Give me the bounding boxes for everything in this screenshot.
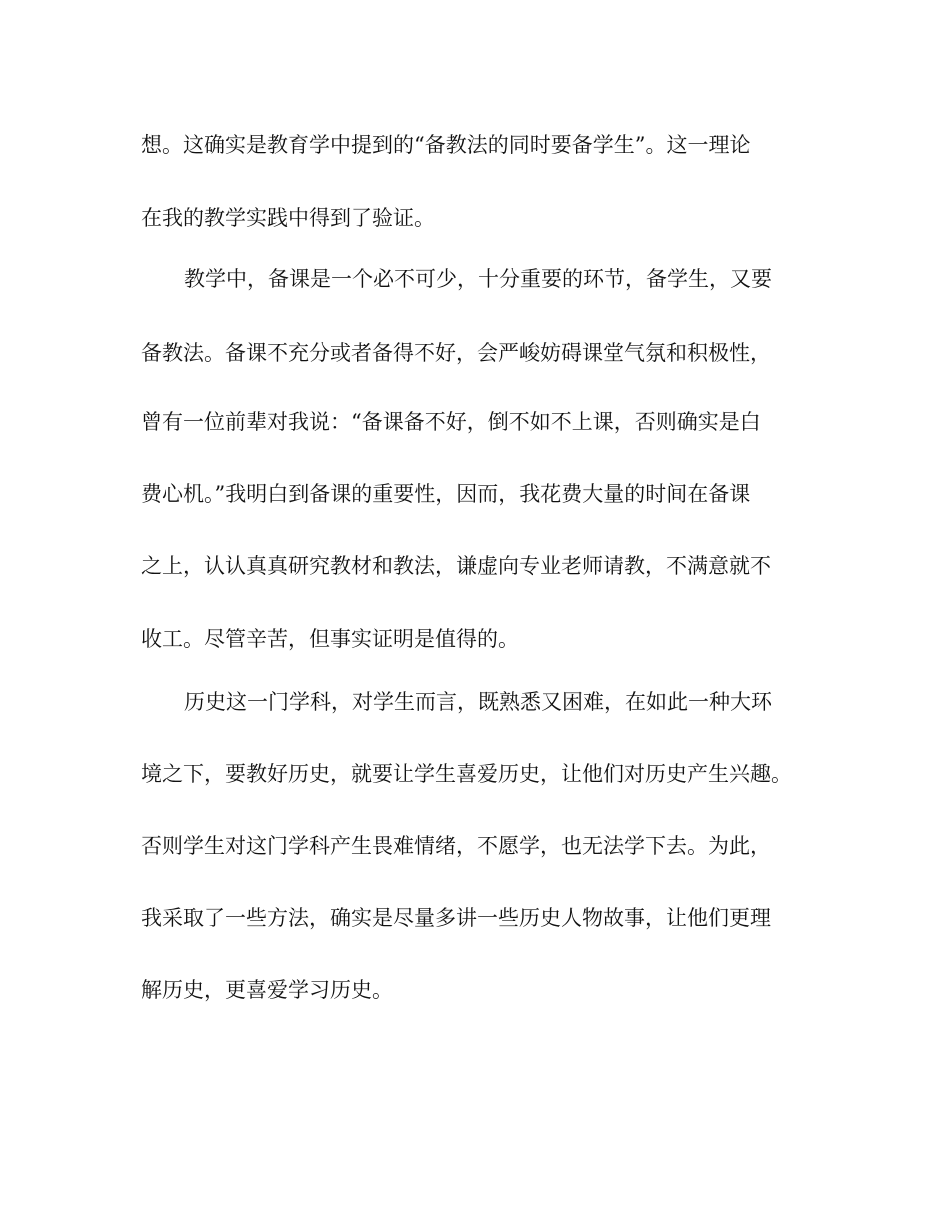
text-line: 我采取了一些方法，确实是尽量多讲一些历史人物故事，让他们更理 <box>141 906 771 930</box>
text-line: 想。这确实是教育学中提到的“备教法的同时要备学生”。这一理论 <box>141 133 751 157</box>
text-line: 之上，认认真真研究教材和教法，谦虚向专业老师请教，不满意就不 <box>141 554 771 578</box>
text-line: 曾有一位前辈对我说：“备课备不好，倒不如不上课，否则确实是白 <box>141 410 761 434</box>
text-line: 备教法。备课不充分或者备得不好，会严峻妨碍课堂气氛和积极性， <box>141 341 771 365</box>
text-line: 收工。尽管辛苦，但事实证明是值得的。 <box>141 627 519 651</box>
text-line: 否则学生对这门学科产生畏难情绪，不愿学，也无法学下去。为此， <box>141 834 771 858</box>
text-line: 在我的教学实践中得到了验证。 <box>141 206 435 230</box>
text-line: 境之下，要教好历史，就要让学生喜爱历史，让他们对历史产生兴趣。 <box>141 762 792 786</box>
paragraph-start-line: 教学中，备课是一个必不可少，十分重要的环节，备学生，又要 <box>184 267 772 291</box>
paragraph-start-line: 历史这一门学科，对学生而言，既熟悉又困难，在如此一种大环 <box>184 690 772 714</box>
text-line: 费心机。”我明白到备课的重要性，因而，我花费大量的时间在备课 <box>141 482 751 506</box>
text-line: 解历史，更喜爱学习历史。 <box>141 978 393 1002</box>
